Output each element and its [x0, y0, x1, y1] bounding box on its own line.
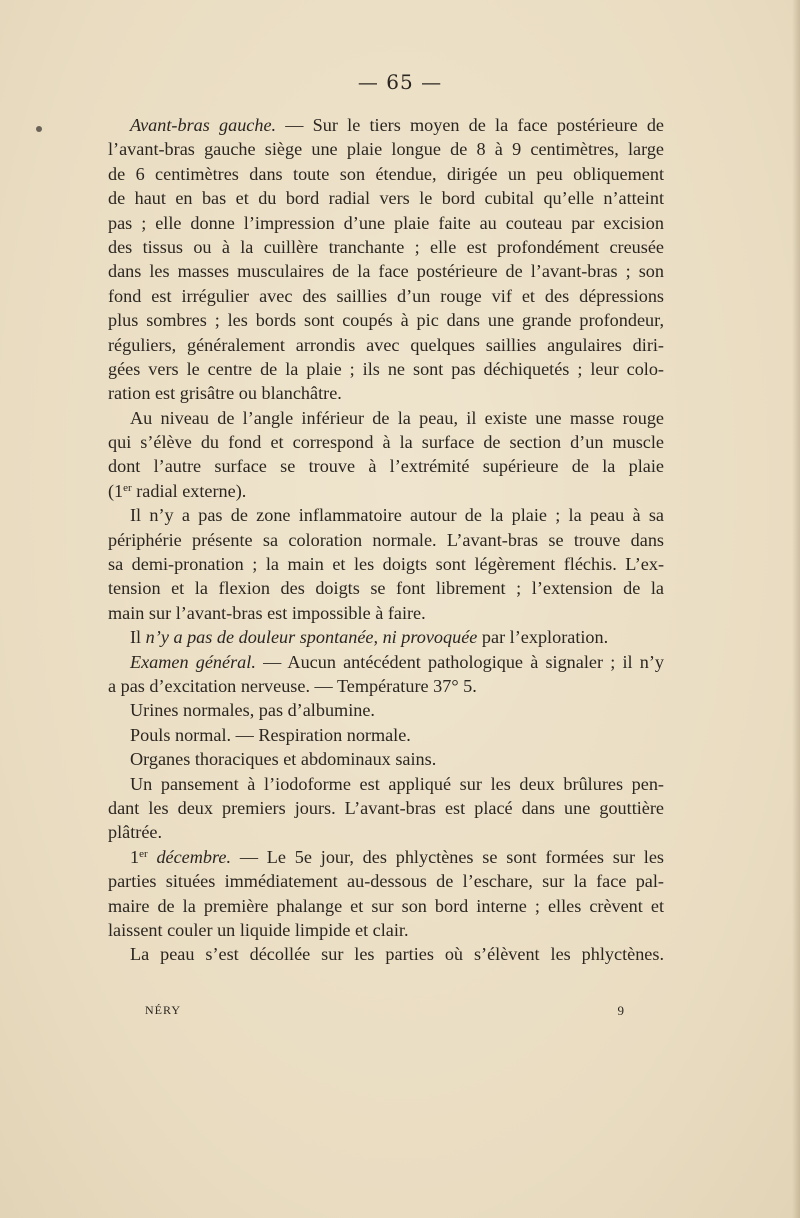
line-text: Organes thoraciques et abdominaux sains.: [130, 749, 437, 770]
text-line: [108, 528, 664, 552]
line-text: sa demi-pronation ; la main et les doigts sont légèrement fléchis. L’ex-: [108, 554, 664, 575]
text-line: [108, 186, 664, 210]
line-text: par l’exploration.: [477, 627, 609, 648]
text-line: [108, 479, 664, 503]
line-text: maire de la première phalange et sur son bord interne ; elles crèvent et: [108, 895, 664, 916]
text-line: [108, 454, 664, 478]
text-line: [108, 308, 664, 332]
line-text: Au niveau de l’angle inférieur de la peau, il existe une masse rouge: [130, 407, 664, 428]
line-text: pas ; elle donne l’impression d’une plaie faite au couteau par excision: [108, 212, 664, 233]
text-line: [108, 723, 664, 747]
text-line: [108, 772, 664, 796]
superscript: er: [123, 481, 132, 494]
line-text: de 6 centimètres dans toute son étendue, dirigée un peu obliquement: [108, 163, 664, 184]
text-line: [108, 820, 664, 844]
line-text: l’avant-bras gauche siège une plaie longue de 8 à 9 centimètres, large: [108, 139, 664, 160]
line-text: qui s’élève du fond et correspond à la surface de section d’un muscle: [108, 432, 664, 453]
text-line: [108, 552, 664, 576]
line-text: parties situées immédiatement au-dessous de l’eschare, sur la face pal-: [108, 871, 664, 892]
text-prefix: Il: [130, 627, 146, 648]
text-line: [108, 381, 664, 405]
text-line: [108, 162, 664, 186]
italic-text: Avant-bras gauche.: [130, 115, 277, 135]
italic-text: n’y a pas de douleur spontanée, ni provoquée: [145, 627, 478, 648]
line-text: plâtrée.: [108, 822, 163, 843]
line-text: périphérie présente sa coloration normale. L’avant-bras se trouve dans: [108, 529, 664, 550]
margin-dot: [36, 126, 42, 132]
line-text: dans les masses musculaires de la face postérieure de l’avant-bras ; son: [108, 261, 664, 282]
text-line: [108, 650, 664, 674]
signature-number: 9: [617, 1003, 625, 1018]
text-line: [108, 576, 664, 600]
text-line: [108, 942, 664, 966]
text-line: [108, 137, 664, 161]
line-text: dont l’autre surface se trouve à l’extrémité supérieure de la plaie: [108, 456, 664, 477]
text-line: [108, 333, 664, 357]
line-text: main sur l’avant-bras est impossible à faire.: [108, 602, 426, 623]
line-text: — Sur le tiers moyen de la face postérieure de: [276, 115, 665, 135]
text-line: [108, 503, 664, 527]
text-line: [108, 430, 664, 454]
text-line: [108, 918, 664, 942]
signature-mark: NÉRY: [145, 1003, 182, 1017]
line-text: des tissus ou à la cuillère tranchante ; elle est profondément creusée: [108, 236, 664, 257]
line-text: — Le 5e jour, des phlyctènes se sont formées sur les: [231, 846, 665, 867]
line-text: fond est irrégulier avec des saillies d’un rouge vif et des dépressions: [108, 285, 664, 306]
text-prefix: (1: [108, 480, 124, 501]
line-text: a pas d’excitation nerveuse. — Température 37° 5.: [108, 675, 477, 696]
line-text: ration est grisâtre ou blanchâtre.: [108, 383, 342, 404]
signature-line: [145, 1003, 625, 1023]
line-text: réguliers, généralement arrondis avec quelques saillies angulaires diri-: [108, 334, 664, 355]
text-line: [108, 284, 664, 308]
line-text: plus sombres ; les bords sont coupés à pic dans une grande profondeur,: [108, 310, 664, 331]
page-edge-shadow: [792, 0, 800, 1218]
text-line: [108, 113, 664, 137]
text-line: [108, 259, 664, 283]
text-line: [108, 747, 664, 771]
text-line: [108, 796, 664, 820]
line-text: La peau s’est décollée sur les parties où s’élèvent les phlyctènes.: [130, 944, 664, 965]
line-text: Un pansement à l’iodoforme est appliqué sur les deux brûlures pen-: [130, 773, 664, 794]
line-text: de haut en bas et du bord radial vers le bord cubital qu’elle n’atteint: [108, 188, 664, 209]
page-number: — 65 —: [357, 70, 443, 94]
text-line: [108, 357, 664, 381]
italic-text: Examen général.: [130, 651, 256, 672]
line-text: radial externe).: [131, 480, 247, 501]
line-text: dant les deux premiers jours. L’avant-bras est placé dans une gouttière: [108, 797, 664, 818]
line-text: — Aucun antécédent pathologique à signaler ; il n’y: [255, 651, 664, 672]
line-text: Urines normales, pas d’albumine.: [130, 700, 375, 721]
text-line: [108, 869, 664, 893]
text-line: [108, 625, 664, 649]
text-line: [108, 406, 664, 430]
line-text: tension et la flexion des doigts se font librement ; l’extension de la: [108, 578, 664, 599]
superscript: er: [139, 847, 148, 860]
text-line: [108, 235, 664, 259]
italic-text: décembre.: [147, 846, 232, 867]
line-text: laissent couler un liquide limpide et clair.: [108, 919, 409, 940]
line-text: gées vers le centre de la plaie ; ils ne sont pas déchiquetés ; leur colo-: [108, 358, 664, 379]
text-line: [108, 698, 664, 722]
body-text: [108, 113, 664, 967]
text-line: [108, 211, 664, 235]
line-text: Pouls normal. — Respiration normale.: [130, 724, 411, 745]
line-text: Il n’y a pas de zone inflammatoire autour de la plaie ; la peau à sa: [130, 505, 664, 526]
text-prefix: 1: [130, 846, 140, 867]
text-line: [108, 845, 664, 869]
text-line: [108, 601, 664, 625]
text-line: [108, 674, 664, 698]
text-line: [108, 894, 664, 918]
